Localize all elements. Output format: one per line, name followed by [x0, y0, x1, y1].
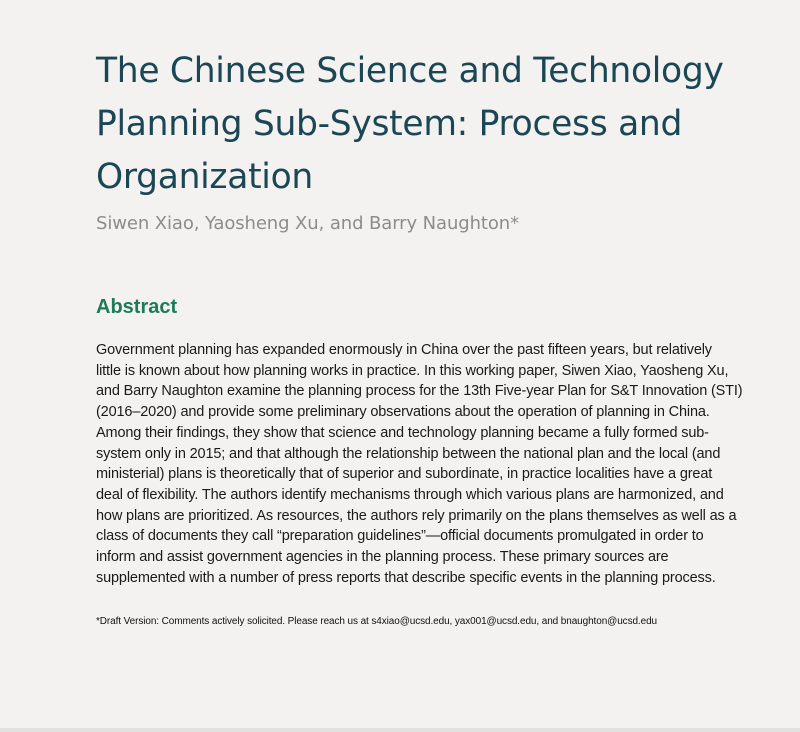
paper-title — [96, 45, 786, 204]
abstract-line: little is known about how planning works in practice. In this working paper, Siwen Xiao, Yaosheng Xu, — [96, 362, 729, 379]
page-bottom-divider — [0, 728, 800, 732]
paper-authors: Siwen Xiao, Yaosheng Xu, and Barry Naughton* — [96, 213, 519, 234]
abstract-line: Among their findings, they show that science and technology planning became a fully formed sub- — [96, 424, 709, 441]
abstract-line: class of documents they call “preparation guidelines”—official documents promulgated in order to — [96, 528, 704, 545]
abstract-line: system only in 2015; and that although the relationship between the national plan and the local (and — [96, 445, 721, 462]
title-line: Organization — [96, 157, 313, 197]
abstract-body — [96, 340, 776, 588]
abstract-line: and Barry Naughton examine the planning process for the 13th Five-year Plan for S&T Innovation (STI) — [96, 383, 743, 400]
abstract-line: inform and assist government agencies in the planning process. These primary sources are — [96, 549, 669, 566]
abstract-line: how plans are prioritized. As resources, the authors rely primarily on the plans themselves as well as a — [96, 507, 737, 524]
abstract-line: Government planning has expanded enormously in China over the past fifteen years, but relatively — [96, 342, 712, 358]
abstract-line: supplemented with a number of press reports that describe specific events in the planning process. — [96, 569, 716, 586]
abstract-heading: Abstract — [96, 296, 178, 318]
draft-footnote: *Draft Version: Comments actively solicited. Please reach us at s4xiao@ucsd.edu, yax001@ucsd.edu, and bnaughton@ucsd.edu — [96, 616, 657, 627]
title-line: Planning Sub-System: Process and — [96, 104, 683, 144]
title-line: The Chinese Science and Technology — [96, 51, 724, 91]
abstract-line: (2016–2020) and provide some preliminary observations about the operation of planning in China. — [96, 404, 710, 421]
abstract-line: deal of flexibility. The authors identify mechanisms through which various plans are harmonized, and — [96, 486, 724, 503]
abstract-line: ministerial) plans is theoretically that of superior and subordinate, in practice localities have a great — [96, 466, 713, 483]
